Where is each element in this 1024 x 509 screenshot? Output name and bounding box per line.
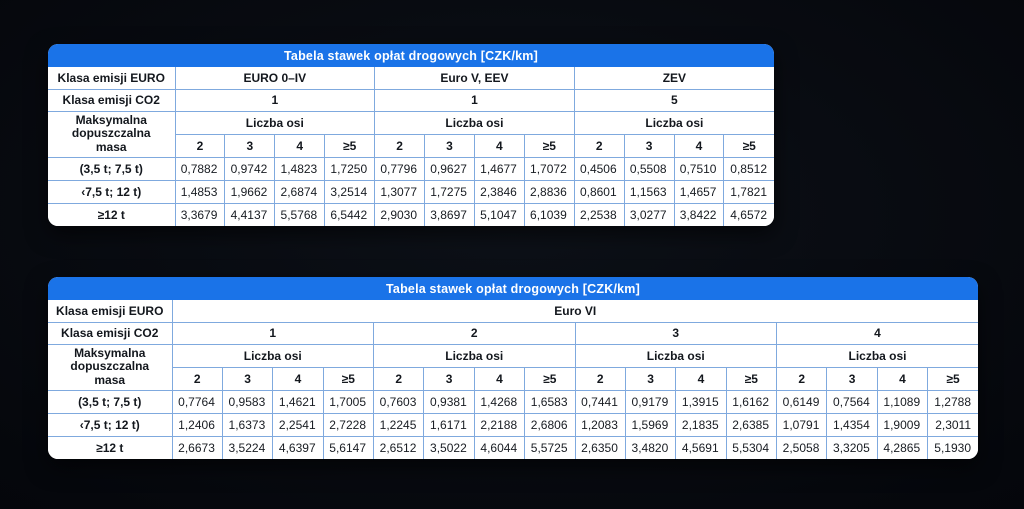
- rate-cell: 0,7796: [375, 157, 425, 180]
- table-title: Tabela stawek opłat drogowych [CZK/km]: [284, 48, 538, 63]
- rate-cell: 6,5442: [325, 203, 375, 226]
- axle-header: ≥5: [928, 367, 978, 390]
- rate-cell: 0,7564: [827, 390, 877, 413]
- mass-row-label: ≥12 t: [48, 203, 175, 226]
- axle-header: 4: [273, 367, 323, 390]
- rate-cell: 2,9030: [375, 203, 425, 226]
- axle-header: 4: [474, 367, 524, 390]
- axle-header: 3: [222, 367, 272, 390]
- co2-class-value: 2: [374, 322, 576, 344]
- rate-cell: 1,4823: [275, 157, 325, 180]
- rate-cell: 3,2514: [325, 180, 375, 203]
- rate-cell: 1,2406: [172, 413, 222, 436]
- toll-rates-table-euro6: [48, 277, 978, 459]
- rate-cell: 0,9742: [225, 157, 275, 180]
- axle-header: ≥5: [323, 367, 373, 390]
- co2-class-value: 1: [375, 89, 575, 111]
- rate-cell: 6,1039: [524, 203, 574, 226]
- rate-cell: 3,3205: [827, 436, 877, 459]
- axle-header: 3: [625, 367, 675, 390]
- rate-cell: 5,1047: [474, 203, 524, 226]
- rate-cell: 1,3915: [676, 390, 726, 413]
- rate-cell: 2,1835: [676, 413, 726, 436]
- rate-cell: 0,8512: [724, 157, 774, 180]
- euro-class-value: Euro V, EEV: [375, 67, 575, 89]
- rate-cell: 1,4621: [273, 390, 323, 413]
- rate-cell: 1,7250: [325, 157, 375, 180]
- axle-header: 2: [574, 134, 624, 157]
- co2-class-label: Klasa emisji CO2: [48, 89, 175, 111]
- rate-cell: 1,6162: [726, 390, 776, 413]
- axle-header: 2: [375, 134, 425, 157]
- rate-cell: 2,2188: [474, 413, 524, 436]
- rate-cell: 0,7764: [172, 390, 222, 413]
- co2-class-value: 1: [172, 322, 374, 344]
- axle-header: 4: [474, 134, 524, 157]
- axle-header: 3: [624, 134, 674, 157]
- rate-cell: 1,4354: [827, 413, 877, 436]
- rates-table: [48, 300, 978, 459]
- rate-cell: 2,6673: [172, 436, 222, 459]
- axle-count-label: Liczba osi: [777, 344, 979, 367]
- mass-row-label: ‹7,5 t; 12 t): [48, 413, 172, 436]
- rate-cell: 0,8601: [574, 180, 624, 203]
- euro-class-label: Klasa emisji EURO: [48, 67, 175, 89]
- rate-cell: 4,6572: [724, 203, 774, 226]
- mass-row-label: (3,5 t; 7,5 t): [48, 390, 172, 413]
- table-title: Tabela stawek opłat drogowych [CZK/km]: [386, 281, 640, 296]
- rate-cell: 3,8422: [674, 203, 724, 226]
- axle-count-label: Liczba osi: [575, 344, 777, 367]
- axle-header: 4: [676, 367, 726, 390]
- axle-header: ≥5: [525, 367, 575, 390]
- rate-cell: 1,4268: [474, 390, 524, 413]
- rate-cell: 2,7228: [323, 413, 373, 436]
- axle-header: 3: [424, 367, 474, 390]
- rate-cell: 2,2538: [574, 203, 624, 226]
- rate-cell: 1,2245: [374, 413, 424, 436]
- axle-count-label: Liczba osi: [375, 111, 575, 134]
- rate-cell: 1,6171: [424, 413, 474, 436]
- rate-cell: 2,6874: [275, 180, 325, 203]
- euro-class-value: Euro VI: [172, 300, 978, 322]
- rate-cell: 0,6149: [777, 390, 827, 413]
- axle-header: 4: [877, 367, 927, 390]
- rate-cell: 2,6350: [575, 436, 625, 459]
- rate-cell: 3,8697: [425, 203, 475, 226]
- axle-header: 2: [575, 367, 625, 390]
- rate-cell: 4,6397: [273, 436, 323, 459]
- rate-cell: 2,2541: [273, 413, 323, 436]
- rate-cell: 2,6385: [726, 413, 776, 436]
- rate-cell: 0,5508: [624, 157, 674, 180]
- rate-cell: 1,7821: [724, 180, 774, 203]
- rate-cell: 3,3679: [175, 203, 225, 226]
- rate-cell: 1,4657: [674, 180, 724, 203]
- rate-cell: 0,7882: [175, 157, 225, 180]
- axle-header: 2: [777, 367, 827, 390]
- euro-class-value: ZEV: [574, 67, 774, 89]
- axle-header: ≥5: [524, 134, 574, 157]
- table-title-bar: [48, 277, 978, 300]
- mass-row-label: (3,5 t; 7,5 t): [48, 157, 175, 180]
- mass-row-label: ‹7,5 t; 12 t): [48, 180, 175, 203]
- rate-cell: 4,5691: [676, 436, 726, 459]
- rate-cell: 5,5725: [525, 436, 575, 459]
- rate-cell: 1,7072: [524, 157, 574, 180]
- axle-header: 2: [172, 367, 222, 390]
- co2-class-value: 3: [575, 322, 777, 344]
- co2-class-value: 4: [777, 322, 979, 344]
- rate-cell: 2,3011: [928, 413, 978, 436]
- axle-header: ≥5: [325, 134, 375, 157]
- rate-cell: 1,2083: [575, 413, 625, 436]
- rate-cell: 1,2788: [928, 390, 978, 413]
- rate-cell: 1,1563: [624, 180, 674, 203]
- rate-cell: 1,9662: [225, 180, 275, 203]
- rate-cell: 3,5022: [424, 436, 474, 459]
- co2-class-value: 5: [574, 89, 774, 111]
- rate-cell: 1,4853: [175, 180, 225, 203]
- axle-header: 4: [275, 134, 325, 157]
- rate-cell: 2,3846: [474, 180, 524, 203]
- rate-cell: 4,6044: [474, 436, 524, 459]
- rate-cell: 3,4820: [625, 436, 675, 459]
- rates-table: [48, 67, 774, 226]
- euro-class-label: Klasa emisji EURO: [48, 300, 172, 322]
- axle-header: 2: [374, 367, 424, 390]
- table-title-bar: [48, 44, 774, 67]
- rate-cell: 1,5969: [625, 413, 675, 436]
- euro-class-value: EURO 0–IV: [175, 67, 375, 89]
- rate-cell: 3,0277: [624, 203, 674, 226]
- rate-cell: 1,4677: [474, 157, 524, 180]
- rate-cell: 2,6806: [525, 413, 575, 436]
- rate-cell: 1,6583: [525, 390, 575, 413]
- rate-cell: 2,6512: [374, 436, 424, 459]
- rate-cell: 5,6147: [323, 436, 373, 459]
- axle-header: 3: [827, 367, 877, 390]
- rate-cell: 0,4506: [574, 157, 624, 180]
- toll-rates-table-euro0-zev: [48, 44, 774, 226]
- rate-cell: 4,2865: [877, 436, 927, 459]
- axle-header: 3: [225, 134, 275, 157]
- rate-cell: 5,5768: [275, 203, 325, 226]
- rate-cell: 0,7441: [575, 390, 625, 413]
- axle-count-label: Liczba osi: [374, 344, 576, 367]
- co2-class-value: 1: [175, 89, 375, 111]
- rate-cell: 0,9583: [222, 390, 272, 413]
- rate-cell: 0,9381: [424, 390, 474, 413]
- rate-cell: 2,8836: [524, 180, 574, 203]
- axle-count-label: Liczba osi: [175, 111, 375, 134]
- rate-cell: 1,3077: [375, 180, 425, 203]
- rate-cell: 5,5304: [726, 436, 776, 459]
- rate-cell: 1,6373: [222, 413, 272, 436]
- rate-cell: 0,9627: [425, 157, 475, 180]
- axle-count-label: Liczba osi: [172, 344, 374, 367]
- max-mass-label: Maksymalna dopuszczalna masa: [48, 111, 175, 157]
- rate-cell: 0,9179: [625, 390, 675, 413]
- co2-class-label: Klasa emisji CO2: [48, 322, 172, 344]
- axle-header: 4: [674, 134, 724, 157]
- max-mass-label: Maksymalna dopuszczalna masa: [48, 344, 172, 390]
- rate-cell: 0,7510: [674, 157, 724, 180]
- mass-row-label: ≥12 t: [48, 436, 172, 459]
- rate-cell: 1,7275: [425, 180, 475, 203]
- rate-cell: 1,0791: [777, 413, 827, 436]
- axle-header: 3: [425, 134, 475, 157]
- rate-cell: 1,7005: [323, 390, 373, 413]
- rate-cell: 4,4137: [225, 203, 275, 226]
- rate-cell: 0,7603: [374, 390, 424, 413]
- rate-cell: 3,5224: [222, 436, 272, 459]
- axle-header: 2: [175, 134, 225, 157]
- rate-cell: 1,9009: [877, 413, 927, 436]
- axle-header: ≥5: [724, 134, 774, 157]
- axle-header: ≥5: [726, 367, 776, 390]
- axle-count-label: Liczba osi: [574, 111, 774, 134]
- rate-cell: 5,1930: [928, 436, 978, 459]
- rate-cell: 2,5058: [777, 436, 827, 459]
- rate-cell: 1,1089: [877, 390, 927, 413]
